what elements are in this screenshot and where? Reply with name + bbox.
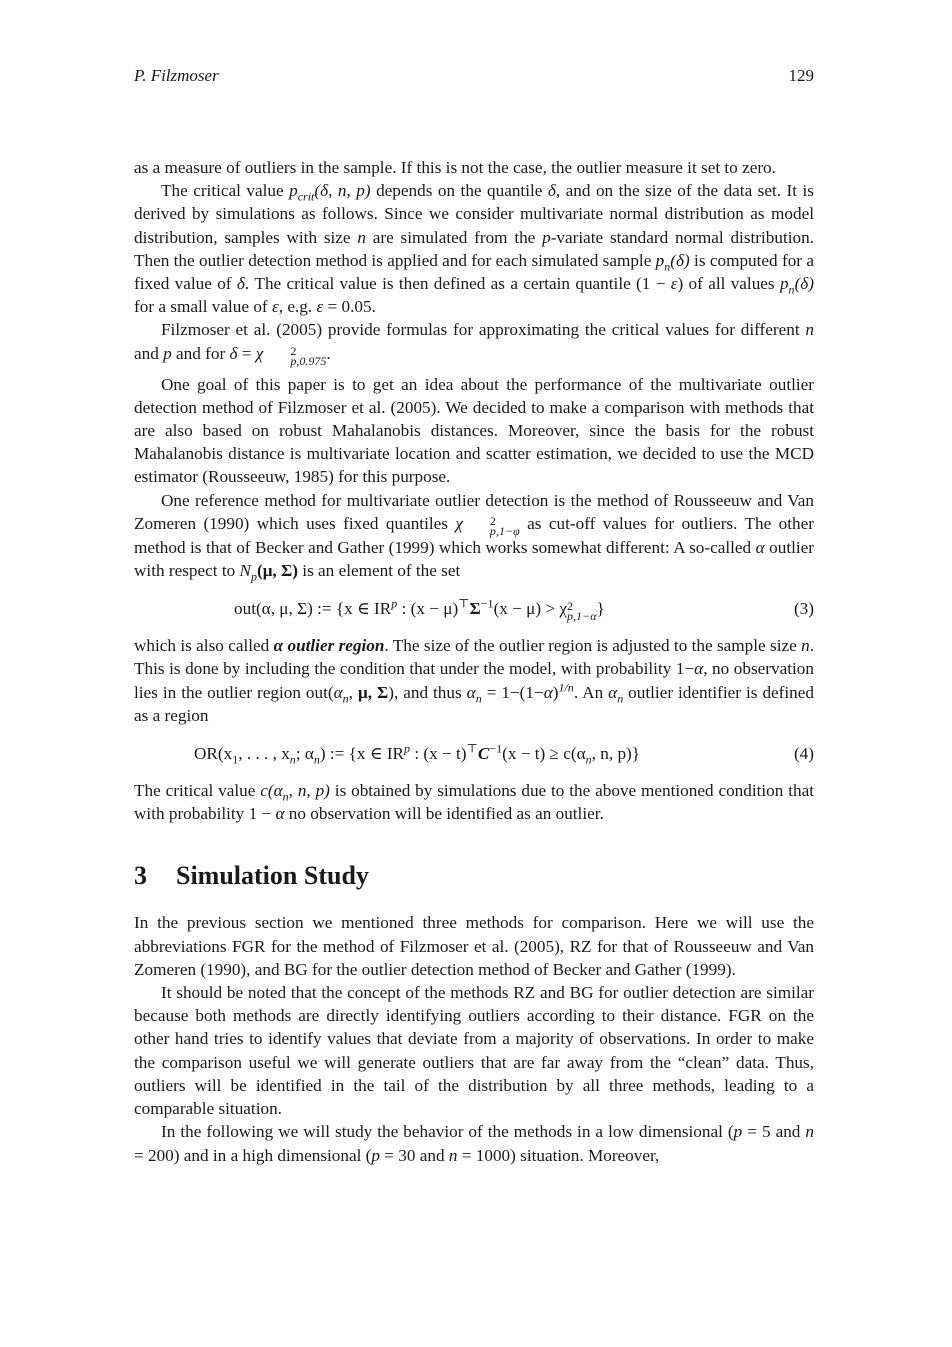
page-number: 129 <box>788 66 814 85</box>
paragraph-4: One goal of this paper is to get an idea about the performance of the multivariate outlier detection method of Filzmoser et al. (2005). We decided to make a comparison with methods that are also based on robust Mahalanobis distances. Moreover, since the basis for the robust Mahalanobis distance is multivariate location and scatter estimation, we decided to use the MCD estimator (Rousseeuw, 1985) for this purpose. <box>134 374 814 487</box>
paragraph-9: It should be noted that the concept of the methods RZ and BG for outlier detection are similar because both methods are directly identifying outliers according to their distance. FGR on the other hand tries to identify values that deviate from a majority of observations. In order to make the comparison useful we will generate outliers that are far away from the “clean” data. Thus, outliers will be identified in the tail of the distribution by all three methods, leading to a comparable situation. <box>134 983 814 1119</box>
author-name: P. Filzmoser <box>134 66 219 85</box>
paragraph-8: In the previous section we mentioned three methods for comparison. Here we will use the abbreviations FGR for the method of Filzmoser et al. (2005), RZ for that of Rousseeuw and Van Zomeren (1990), and BG for the outlier detection method of Becker and Gather (1999). <box>134 913 814 979</box>
equation-4-expression: $OR(x_1$, . . . , $x_n$; $\alpha_n$) := {x ∈ $IR^p$ : $(x - t)^⊤C^{-1}(x - t) \ge c(\alpha_n$, n, p)} <box>194 741 641 767</box>
equation-3 <box>134 596 814 624</box>
running-header <box>134 66 814 86</box>
paragraph-3: Filzmoser et al. (2005) provide formulas for approximating the critical values for different n and p and for δ = χ 2 p,0.975 . <box>134 320 814 368</box>
equation-4-number: (4) <box>793 744 814 764</box>
paragraph-6: which is also called α outlier region. The size of the outlier region is adjusted to the sample size n. This is done by including the condition that under the model, with probability 1−α, no observation lies in the outlier region $out(\alpha_n$, μ, Σ), and thus $\alpha_n = 1-(1-\alpha)^{1/n}$. An $\alpha_n$ outlier identifier is defined as a region <box>134 636 814 725</box>
equation-4 <box>134 742 814 766</box>
paragraph-2: The critical value $p_{crit}(\delta$, n, p) depends on the quantile δ, and on the size of the data set. It is derived by simulations as follows. Since we consider multivariate normal distribution as model distribution, samples with size n are simulated from the p-variate standard normal distribution. Then the outlier detection method is applied and for each simulated sample $p_n(\delta)$ is computed for a fixed value of δ. The critical value is then defined as a certain quantile (1 − ε) of all values $p_n(\delta)$ for a small value of ε, e.g. ε = 0.05. <box>134 181 814 317</box>
section-title: Simulation Study <box>176 861 369 891</box>
paragraph-5: One reference method for multivariate outlier detection is the method of Rousseeuw and Van Zomeren (1990) which uses fixed quantiles χ 2 p,1−φ as cut-off values for outliers. The other method is that of Becker and Gather (1999) which works somewhat different: A so-called α outlier with respect to $N_p(\mu$, Σ) is an element of the set <box>134 490 814 584</box>
paragraph-7: The critical value $c(\alpha_n$, n, p) is obtained by simulations due to the above mentioned condition that with probability 1 − α no observation will be identified as an outlier. <box>134 781 815 824</box>
section-number: 3 <box>134 861 147 891</box>
equation-3-number: (3) <box>793 599 814 619</box>
paragraph-10: In the following we will study the behavior of the methods in a low dimensional (p = 5 and n = 200) and in a high dimensional (p = 30 and n = 1000) situation. Moreover, <box>134 1122 814 1165</box>
section-heading <box>134 861 814 891</box>
equation-3-expression: out(α, μ, Σ) := {x ∈ $IR^p$ : $(x - \mu)^⊤\Sigma^{-1}(x - \mu) > \chi$ 2 p,1−α } <box>234 596 605 624</box>
paragraph-1: as a measure of outliers in the sample. If this is not the case, the outlier measure it set to zero. <box>134 158 776 177</box>
main-text <box>134 156 814 1167</box>
